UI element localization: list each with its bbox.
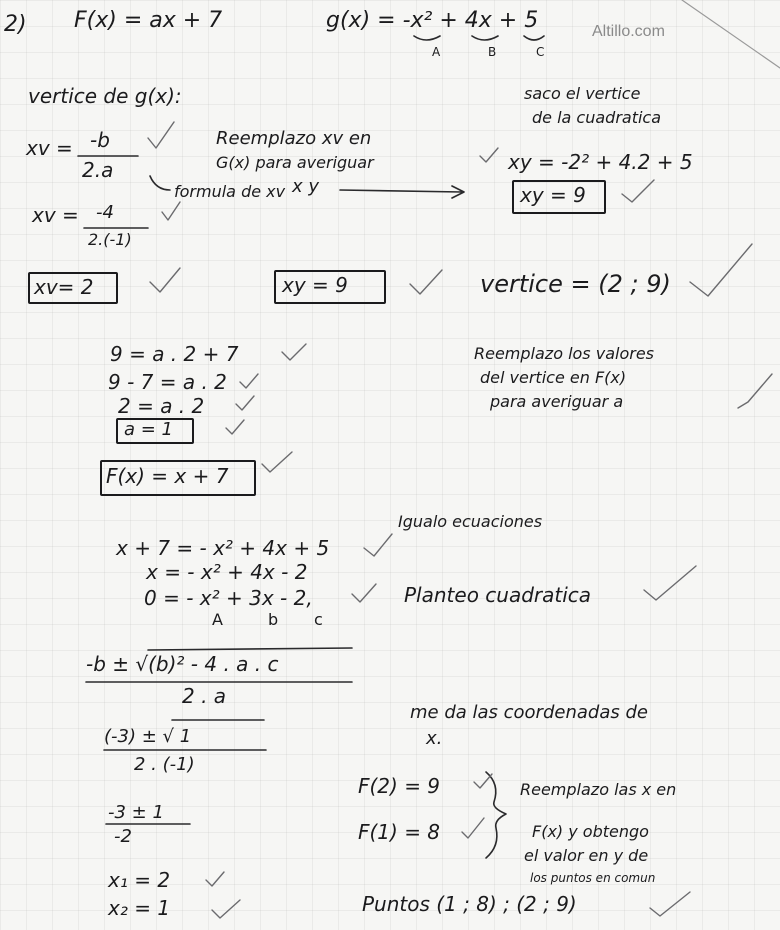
- xy-box-right-value: xy = 9: [520, 183, 586, 207]
- simplify-denominator: -2: [114, 826, 132, 847]
- page-fold-line: [682, 0, 780, 68]
- final-note-1: Reemplazo las x en: [520, 780, 677, 799]
- coef-label-a: A: [432, 45, 441, 59]
- replace-arrow: [340, 186, 464, 198]
- formula-note: formula de xv: [174, 182, 286, 201]
- xv-sub-denominator: 2.(-1): [88, 230, 132, 249]
- coef-label-c: C: [536, 45, 545, 59]
- equate-coef-b: b: [268, 610, 279, 629]
- equate-line-2: x = - x² + 4x - 2: [146, 560, 308, 584]
- quadratic-step-numerator: (-3) ± √ 1: [104, 726, 192, 747]
- solve-a-note-2: del vertice en F(x): [480, 368, 627, 387]
- final-note-3: el valor en y de: [524, 846, 649, 865]
- xv-sub-lhs: xv =: [32, 203, 79, 227]
- saco-note-2: de la cuadratica: [532, 108, 662, 127]
- solve-a-line-4: a = 1: [124, 419, 174, 440]
- equate-coef-a: A: [212, 610, 223, 629]
- replace-note-1: Reemplazo xv en: [216, 128, 372, 149]
- quadratic-numerator: -b ± √(b)² - 4 . a . c: [86, 652, 279, 676]
- problem-number: 2): [4, 12, 27, 37]
- equate-line-1: x + 7 = - x² + 4x + 5: [116, 536, 330, 560]
- xv-sub-numerator: -4: [96, 202, 114, 223]
- xy-calculation: xy = -2² + 4.2 + 5: [508, 150, 693, 174]
- coef-brace-marks: [414, 36, 544, 40]
- coef-label-b: B: [488, 45, 497, 59]
- vertex-result: vertice = (2 ; 9): [480, 270, 671, 298]
- xv-result: xv= 2: [34, 275, 94, 299]
- solve-a-line-2: 9 - 7 = a . 2: [108, 370, 227, 394]
- final-brace: [486, 772, 506, 858]
- equate-note-1: Igualo ecuaciones: [398, 512, 543, 531]
- solve-a-note-1: Reemplazo los valores: [474, 344, 654, 363]
- f-of-2: F(2) = 9: [358, 774, 441, 798]
- final-note-4: los puntos en comun: [530, 871, 656, 885]
- solve-a-line-1: 9 = a . 2 + 7: [110, 342, 239, 366]
- root-x1: x₁ = 2: [108, 868, 171, 892]
- formula-arrow: [150, 176, 170, 190]
- quadratic-sqrt-bar: [148, 648, 352, 650]
- quadratic-denominator: 2 . a: [182, 684, 227, 708]
- equate-coef-c: c: [314, 610, 323, 629]
- f-result: F(x) = x + 7: [106, 464, 229, 488]
- replace-note-2: G(x) para averiguar: [216, 153, 374, 172]
- g-definition: g(x) = -x² + 4x + 5: [326, 8, 539, 33]
- xy-result: xy = 9: [282, 273, 348, 297]
- xv-formula-numerator: -b: [90, 128, 110, 152]
- replace-note-3: x y: [292, 176, 320, 197]
- coords-note-2: x.: [426, 728, 443, 749]
- equate-note-2: Planteo cuadratica: [404, 583, 592, 607]
- coords-note-1: me da las coordenadas de: [410, 702, 648, 723]
- simplify-numerator: -3 ± 1: [108, 802, 164, 823]
- f-definition: F(x) = ax + 7: [74, 8, 223, 33]
- f-of-1: F(1) = 8: [358, 820, 441, 844]
- quadratic-step-denominator: 2 . (-1): [134, 754, 195, 775]
- equate-line-3: 0 = - x² + 3x - 2,: [144, 586, 313, 610]
- vertex-title: vertice de g(x):: [28, 84, 182, 108]
- solve-a-line-3: 2 = a . 2: [118, 394, 205, 418]
- saco-note-1: saco el vertice: [524, 84, 641, 103]
- xv-formula-lhs: xv =: [26, 136, 73, 160]
- final-note-2: F(x) y obtengo: [532, 822, 649, 841]
- solve-a-note-3: para averiguar a: [490, 392, 624, 411]
- root-x2: x₂ = 1: [108, 896, 171, 920]
- xv-formula-denominator: 2.a: [82, 158, 114, 182]
- common-points: Puntos (1 ; 8) ; (2 ; 9): [362, 892, 577, 916]
- watermark: Altillo.com: [592, 23, 665, 40]
